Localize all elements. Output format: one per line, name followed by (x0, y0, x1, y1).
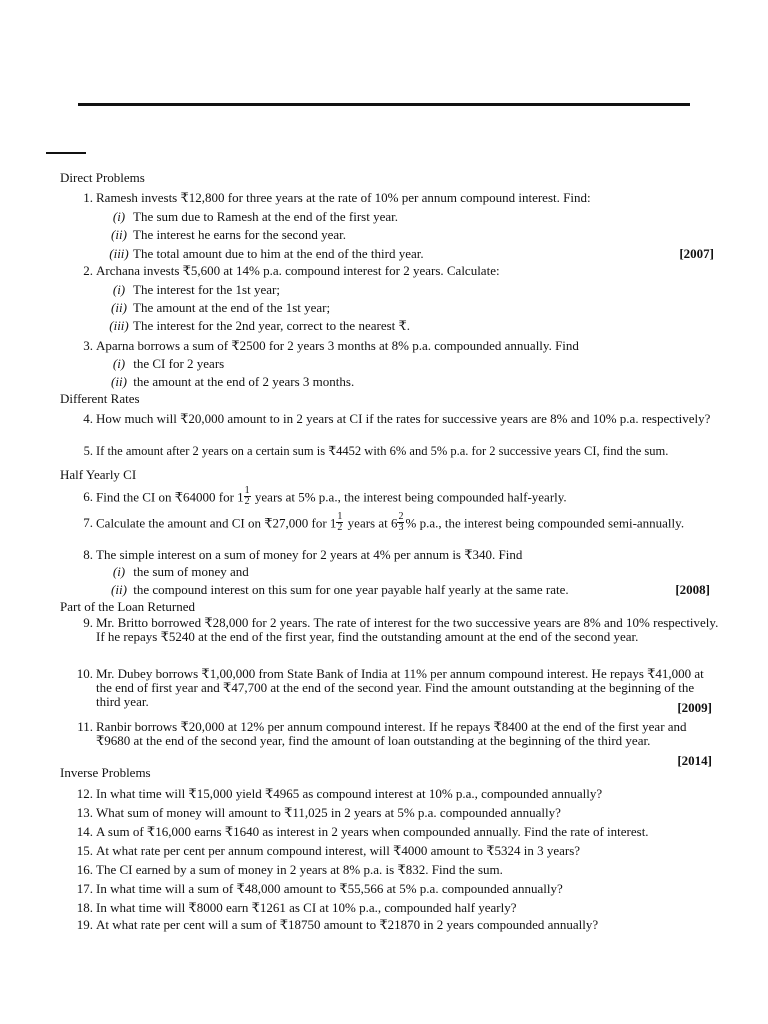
problem-2-subitem-i (108, 282, 280, 298)
year-tag: [2007] (679, 246, 714, 261)
problem-10 (76, 667, 721, 711)
section-heading-direct: Direct Problems (60, 170, 145, 185)
subitem-text: The interest for the 2nd year, correct to the nearest ₹. (133, 318, 411, 333)
subitem-text: The total amount due to him at the end of the third year. (133, 246, 424, 261)
fraction-numerator: 1 (337, 511, 343, 522)
problem-text: Mr. Britto borrowed ₹28,000 for 2 years. The rate of interest for the two successive years are 8% and 10% respectively. If he repays ₹5240 at the end of the first year, find the outstanding amount at the end of the second year. (96, 615, 719, 644)
problem-number: 2. (83, 263, 93, 278)
problem-text-part: years at 6 (344, 515, 398, 531)
year-tag: [2008] (675, 582, 710, 597)
year-tag: [2009] (677, 700, 712, 715)
subitem-text: The sum due to Ramesh at the end of the first year. (133, 209, 398, 224)
problem-1-subitem-ii (108, 227, 346, 243)
subitem-roman: (i) (112, 282, 126, 297)
problem-text: In what time will ₹15,000 yield ₹4965 as compound interest at 10% p.a., compounded annually? (96, 786, 603, 801)
problem-text: In what time will a sum of ₹48,000 amount to ₹55,566 at 5% p.a. compounded annually? (96, 881, 563, 896)
subitem-text: The interest for the 1st year; (133, 282, 280, 297)
fraction-denominator: 3 (398, 522, 404, 533)
problem-text: A sum of ₹16,000 earns ₹1640 as interest in 2 years when compounded annually. Find the rate of interest. (96, 824, 649, 839)
problem-8-subitem-i (108, 564, 249, 580)
problem-text: Aparna borrows a sum of ₹2500 for 2 years 3 months at 8% p.a. compounded annually. Find (96, 338, 579, 353)
section-heading-loan-returned: Part of the Loan Returned (60, 599, 196, 614)
problem-text: Mr. Dubey borrows ₹1,00,000 from State Bank of India at 11% per annum compound interest. He repays ₹41,000 at the end of first year and ₹47,700 at the end of the second year. Find the amount outstanding at the beginning of the third year. (96, 666, 704, 709)
fraction-denominator: 2 (244, 496, 250, 507)
section-heading-half-yearly: Half Yearly CI (60, 467, 137, 482)
problem-text: Ranbir borrows ₹20,000 at 12% per annum compound interest. If he repays ₹8400 at the end of the first year and ₹9680 at the end of the second year, find the amount of loan outstanding at the beginning of the third year. (96, 719, 687, 748)
problem-text: If the amount after 2 years on a certain sum is ₹4452 with 6% and 5% p.a. for 2 successive years CI, find the sum. (96, 444, 669, 458)
subitem-roman: (iii) (109, 246, 129, 261)
problem-number: 3. (83, 338, 93, 353)
subitem-roman: (i) (112, 356, 126, 371)
problem-text: Ramesh invests ₹12,800 for three years at the rate of 10% per annum compound interest. Find: (96, 190, 591, 205)
problem-2-subitem-ii (108, 300, 330, 316)
problem-8-subitem-ii (108, 582, 569, 598)
subitem-roman: (ii) (111, 227, 127, 242)
fraction (397, 512, 404, 533)
subitem-text: The interest he earns for the second year. (133, 227, 346, 242)
problem-number: 6. (83, 489, 93, 504)
subitem-roman: (iii) (109, 318, 129, 333)
problem-number: 14. (76, 824, 93, 839)
problem-text-part: % p.a., the interest being compounded semi-annually. (405, 515, 685, 531)
problem-text (96, 511, 721, 533)
problem-text (96, 485, 721, 507)
problem-number: 15. (76, 843, 93, 858)
subitem-text: the amount at the end of 2 years 3 months. (133, 374, 355, 389)
problem-number: 5. (83, 444, 93, 458)
subitem-roman: (ii) (111, 374, 127, 389)
problem-text-part: years at 5% p.a., the interest being compounded half-yearly. (251, 489, 567, 505)
problem-3-subitem-ii (108, 374, 354, 390)
problem-number: 7. (83, 515, 93, 530)
problem-number: 17. (76, 881, 93, 896)
problem-text: The simple interest on a sum of money for 2 years at 4% per annum is ₹340. Find (96, 547, 523, 562)
problem-number: 4. (83, 411, 93, 426)
problem-9 (76, 616, 721, 660)
subitem-roman: (ii) (111, 300, 127, 315)
problem-text: The CI earned by a sum of money in 2 years at 8% p.a. is ₹832. Find the sum. (96, 862, 503, 877)
problem-11 (76, 720, 721, 750)
fraction-numerator: 1 (244, 485, 250, 496)
problem-number: 1. (83, 190, 93, 205)
problem-text-part: Find the CI on ₹64000 for 1 (96, 489, 244, 505)
problem-number: 11. (77, 719, 93, 734)
problem-number: 9. (83, 615, 93, 630)
problem-text: What sum of money will amount to ₹11,025 in 2 years at 5% p.a. compounded annually? (96, 805, 561, 820)
problem-text: At what rate per cent will a sum of ₹18750 amount to ₹21870 in 2 years compounded annually? (96, 917, 599, 932)
problem-4 (76, 412, 721, 442)
subitem-roman: (i) (112, 209, 126, 224)
subitem-roman: (ii) (111, 582, 127, 597)
problem-1-subitem-i (108, 209, 398, 225)
subitem-text: the CI for 2 years (133, 356, 225, 371)
header-rule (78, 103, 690, 106)
problem-text: At what rate per cent per annum compound interest, will ₹4000 amount to ₹5324 in 3 years? (96, 843, 581, 858)
fraction (244, 486, 251, 507)
problem-1-subitem-iii (108, 246, 424, 262)
fraction (336, 512, 343, 533)
problem-number: 18. (76, 900, 93, 915)
problem-number: 8. (83, 547, 93, 562)
fraction-numerator: 2 (398, 511, 404, 522)
problem-3-subitem-i (108, 356, 224, 372)
fraction-denominator: 2 (337, 522, 343, 533)
problem-text-part: Calculate the amount and CI on ₹27,000 for 1 (96, 515, 337, 531)
problem-text: Archana invests ₹5,600 at 14% p.a. compound interest for 2 years. Calculate: (96, 263, 500, 278)
problem-text: How much will ₹20,000 amount to in 2 years at CI if the rates for successive years are 8% and 10% p.a. respectively? (96, 411, 711, 426)
subitem-text: the compound interest on this sum for one year payable half yearly at the same rate. (133, 582, 569, 597)
problem-7 (76, 511, 721, 546)
problem-number: 19. (76, 917, 93, 932)
subitem-text: the sum of money and (133, 564, 249, 579)
section-heading-different-rates: Different Rates (60, 391, 140, 406)
subitem-roman: (i) (112, 564, 126, 579)
subitem-text: The amount at the end of the 1st year; (133, 300, 331, 315)
problem-number: 13. (76, 805, 93, 820)
year-tag: [2014] (677, 753, 712, 768)
problem-number: 16. (76, 862, 93, 877)
section-heading-inverse: Inverse Problems (60, 765, 151, 780)
short-rule (46, 152, 86, 154)
problem-text: In what time will ₹8000 earn ₹1261 as CI at 10% p.a., compounded half yearly? (96, 900, 517, 915)
problem-number: 10. (76, 666, 93, 681)
problem-number: 12. (76, 786, 93, 801)
problem-2-subitem-iii (108, 318, 410, 334)
